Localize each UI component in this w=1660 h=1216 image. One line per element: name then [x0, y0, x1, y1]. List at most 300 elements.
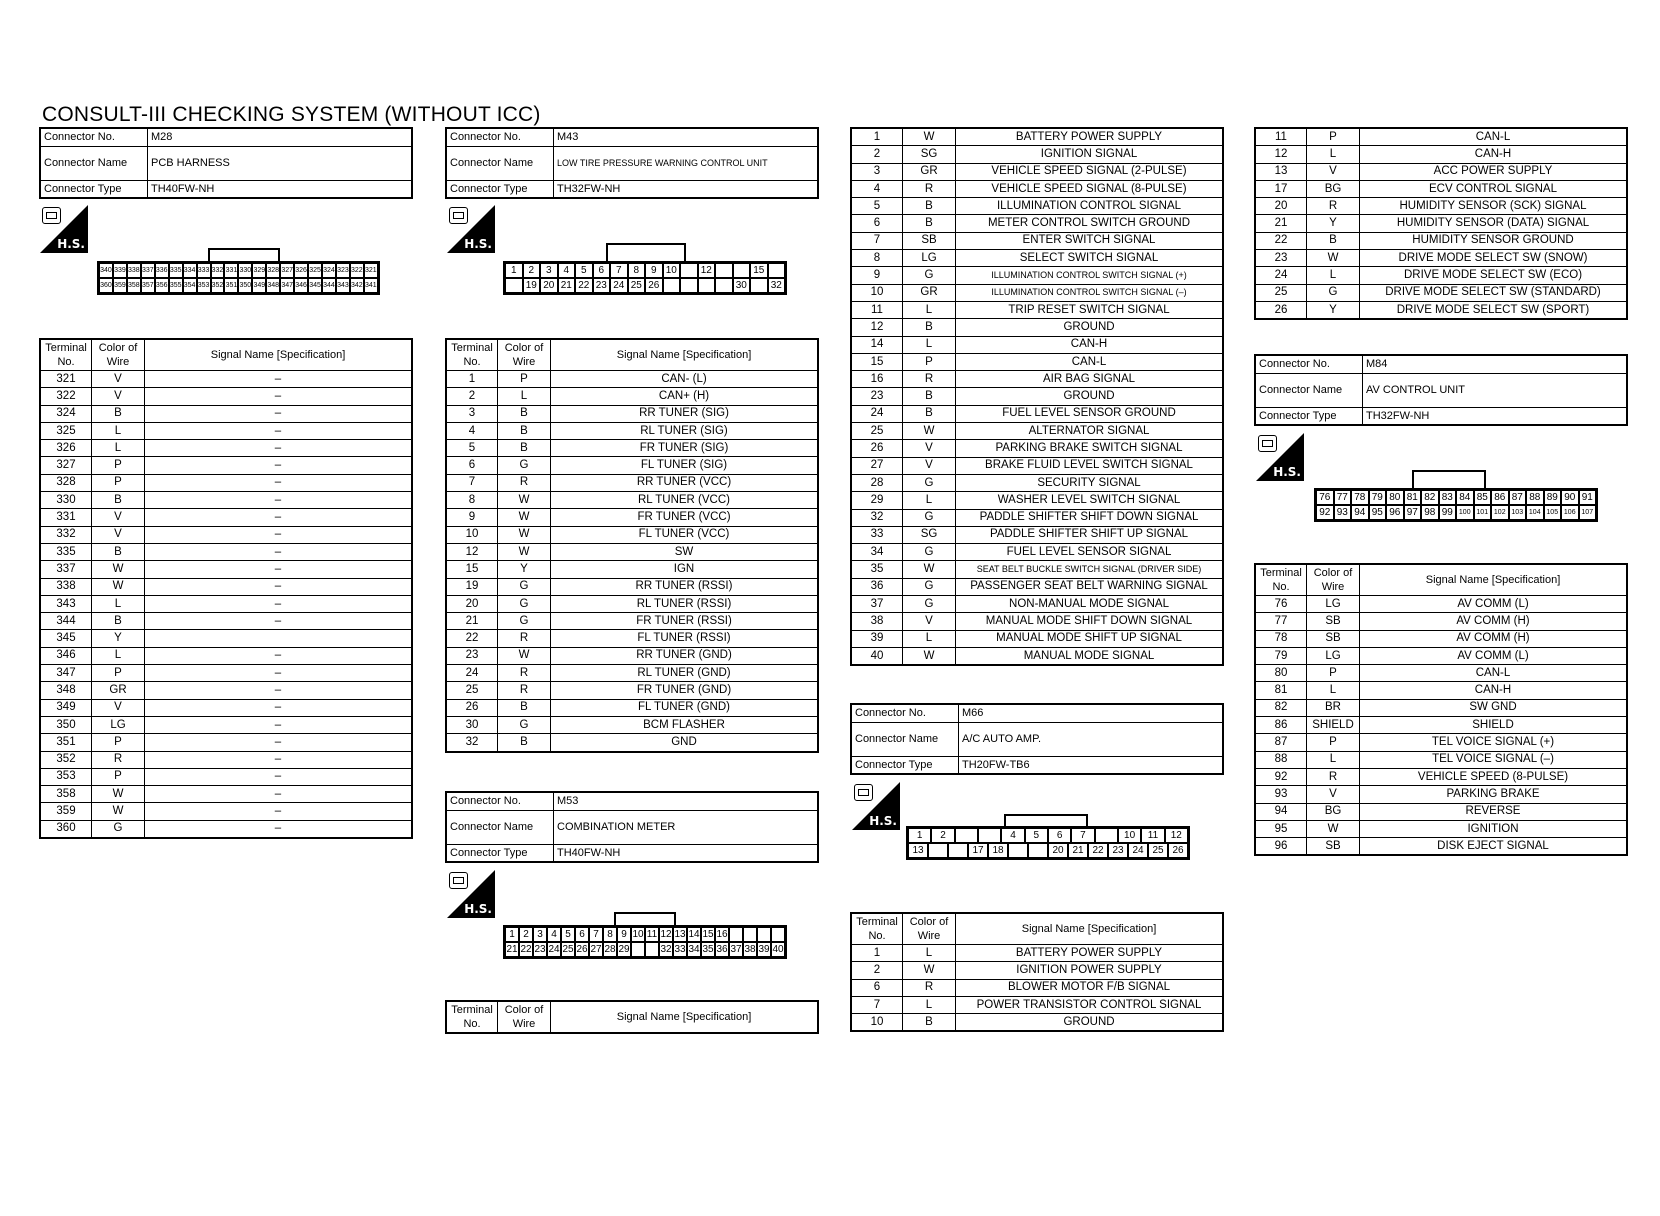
terminal-no: 32: [446, 734, 498, 752]
wire-color: R: [498, 665, 551, 682]
terminal-no: 11: [851, 301, 903, 318]
connector-pin: 331: [224, 263, 238, 278]
wire-color: L: [903, 945, 956, 962]
pin-row: [851, 232, 1223, 249]
signal-name: –: [145, 665, 413, 682]
connector-no-value: M66: [959, 704, 1224, 722]
connector-pin: 38: [744, 944, 756, 955]
connector-pin: 341: [364, 278, 378, 293]
pin-row: [40, 561, 412, 578]
harness-side-icon: H.S.: [852, 782, 900, 830]
connector-pin: 93: [1334, 505, 1352, 520]
terminal-no: 3: [851, 163, 903, 180]
connector-name-value: COMBINATION METER: [554, 810, 819, 844]
signal-name-header: Signal Name [Specification]: [551, 339, 819, 371]
connector-pin: 15: [702, 929, 714, 940]
wire-color: G: [903, 474, 956, 491]
signal-name: CAN-L: [1360, 128, 1628, 146]
m53-info: [445, 791, 819, 863]
connector-pin: 92: [1316, 505, 1334, 520]
terminal-no: 344: [40, 613, 92, 630]
signal-name: DRIVE MODE SELECT SW (SNOW): [1360, 250, 1628, 267]
connector-pin: [978, 828, 1001, 843]
harness-side-icon: H.S.: [447, 205, 495, 253]
wire-color: LG: [903, 250, 956, 267]
pin-row: [446, 371, 818, 388]
connector-pin: [505, 278, 523, 293]
connector-pin: 5: [1025, 828, 1048, 843]
signal-name: –: [145, 422, 413, 439]
connector-pin: 84: [1456, 490, 1474, 505]
connector-name-label: Connector Name: [446, 146, 554, 180]
harness-side-icon: H.S.: [1256, 433, 1304, 481]
terminal-no: 36: [851, 578, 903, 595]
pin-row: [851, 962, 1223, 979]
signal-name: FL TUNER (GND): [551, 699, 819, 716]
terminal-no: 77: [1255, 613, 1307, 630]
signal-name: SELECT SWITCH SIGNAL: [956, 250, 1224, 267]
signal-name: RL TUNER (GND): [551, 665, 819, 682]
pin-row: [446, 543, 818, 560]
connector-no-label: Connector No.: [40, 128, 148, 146]
signal-name: –: [145, 561, 413, 578]
wire-color: W: [498, 492, 551, 509]
terminal-no: 324: [40, 405, 92, 422]
m53-pin-table-header: [445, 1000, 819, 1034]
terminal-no: 2: [851, 962, 903, 979]
terminal-no: 15: [851, 353, 903, 370]
wire-color: P: [92, 768, 145, 785]
connector-pin: 23: [534, 944, 546, 955]
connector-pin: 91: [1579, 490, 1597, 505]
connector-pin: [1095, 828, 1118, 843]
wire-color: G: [498, 613, 551, 630]
terminal-no: 335: [40, 543, 92, 560]
pin-row: [446, 457, 818, 474]
pin-row: [40, 595, 412, 612]
pin-row: [446, 405, 818, 422]
connector-pin: 100: [1456, 505, 1474, 520]
signal-name: BRAKE FLUID LEVEL SWITCH SIGNAL: [956, 457, 1224, 474]
connector-type-label: Connector Type: [1255, 407, 1363, 425]
pin-row: [851, 630, 1223, 647]
pin-row: [40, 474, 412, 491]
pin-row: [40, 405, 412, 422]
connector-pin: 6: [1048, 828, 1071, 843]
terminal-no: 325: [40, 422, 92, 439]
wire-color: G: [903, 578, 956, 595]
pin-row: [40, 682, 412, 699]
connector-pin: 10: [632, 929, 644, 940]
signal-name: NON-MANUAL MODE SIGNAL: [956, 596, 1224, 613]
connector-pin: 16: [716, 929, 728, 940]
connector-pin: 39: [758, 944, 770, 955]
connector-pin: 326: [294, 263, 308, 278]
connector-pin: 340: [99, 263, 113, 278]
signal-name: HUMIDITY SENSOR GROUND: [1360, 232, 1628, 249]
signal-name: TRIP RESET SWITCH SIGNAL: [956, 301, 1224, 318]
connector-no-label: Connector No.: [446, 792, 554, 810]
signal-name: AIR BAG SIGNAL: [956, 371, 1224, 388]
signal-name: CAN+ (H): [551, 388, 819, 405]
terminal-no: 94: [1255, 803, 1307, 820]
connector-pin: 344: [322, 278, 336, 293]
connector-pin: 15: [750, 263, 768, 278]
wire-color: L: [903, 630, 956, 647]
wire-color: B: [903, 198, 956, 215]
wire-color: W: [498, 543, 551, 560]
m28-connector-face: [97, 261, 380, 295]
connector-pin: 3: [533, 927, 547, 942]
connector-pin: 28: [604, 944, 616, 955]
wire-color: SB: [1307, 630, 1360, 647]
signal-name: DRIVE MODE SELECT SW (SPORT): [1360, 301, 1628, 319]
signal-name: FR TUNER (RSSI): [551, 613, 819, 630]
terminal-no: 359: [40, 803, 92, 820]
connector-latch: [606, 243, 686, 263]
connector-pin: 105: [1544, 505, 1562, 520]
terminal-no: 1: [446, 371, 498, 388]
pin-row: [851, 423, 1223, 440]
terminal-no: 37: [851, 596, 903, 613]
wire-color: LG: [1307, 596, 1360, 613]
connector-no-label: Connector No.: [1255, 355, 1363, 373]
pin-row: [851, 561, 1223, 578]
connector-pin: 37: [730, 944, 742, 955]
signal-name: IGN: [551, 561, 819, 578]
connector-pin: [715, 278, 733, 293]
terminal-no: 346: [40, 647, 92, 664]
wire-color: GR: [903, 284, 956, 301]
connector-pin: 22: [520, 944, 532, 955]
connector-pin: 339: [113, 263, 127, 278]
pin-row: [1255, 786, 1627, 803]
pin-row: [1255, 232, 1627, 249]
connector-pin: 23: [1108, 843, 1128, 858]
terminal-no: 93: [1255, 786, 1307, 803]
pin-row: [446, 699, 818, 716]
signal-name: ENTER SWITCH SIGNAL: [956, 232, 1224, 249]
pin-row: [40, 526, 412, 543]
signal-name: VEHICLE SPEED SIGNAL (8-PULSE): [956, 180, 1224, 197]
signal-name: BCM FLASHER: [551, 716, 819, 733]
pin-row: [40, 492, 412, 509]
pin-row: [40, 371, 412, 388]
color-of-wire-header: Color of Wire: [903, 913, 956, 945]
terminal-no: 351: [40, 734, 92, 751]
terminal-no: 347: [40, 665, 92, 682]
wire-color: L: [92, 440, 145, 457]
terminal-no: 5: [851, 198, 903, 215]
pin-row: [1255, 128, 1627, 146]
signal-name: SW: [551, 543, 819, 560]
connector-pin: 343: [336, 278, 350, 293]
terminal-no: 80: [1255, 665, 1307, 682]
signal-name: –: [145, 474, 413, 491]
connector-pin: 40: [772, 944, 784, 955]
wire-color: P: [498, 371, 551, 388]
signal-name: PADDLE SHIFTER SHIFT UP SIGNAL: [956, 526, 1224, 543]
terminal-no: 26: [1255, 301, 1307, 319]
terminal-no: 15: [446, 561, 498, 578]
connector-name-value: LOW TIRE PRESSURE WARNING CONTROL UNIT: [554, 146, 819, 180]
connector-pin: 353: [197, 278, 211, 293]
wire-color: P: [92, 457, 145, 474]
terminal-no: 82: [1255, 699, 1307, 716]
connector-type-label: Connector Type: [40, 180, 148, 198]
pin-row: [446, 630, 818, 647]
pin-row: [40, 734, 412, 751]
connector-name-value: PCB HARNESS: [148, 146, 413, 180]
signal-name: GROUND: [956, 388, 1224, 405]
wire-color: L: [903, 492, 956, 509]
connector-type-value: TH32FW-NH: [1363, 407, 1628, 425]
connector-pin: [948, 843, 968, 858]
pin-row: [851, 405, 1223, 422]
connector-pin: 7: [610, 263, 628, 278]
terminal-no-header: Terminal No.: [446, 339, 498, 371]
connector-name-label: Connector Name: [851, 722, 959, 756]
connector-pin: 355: [169, 278, 183, 293]
wire-color: W: [903, 423, 956, 440]
pin-row: [851, 301, 1223, 318]
terminal-no: 21: [446, 613, 498, 630]
connector-pin: [680, 263, 698, 278]
connector-pin: 359: [113, 278, 127, 293]
connector-pin: 26: [576, 944, 588, 955]
signal-name: –: [145, 595, 413, 612]
connector-pin: 346: [294, 278, 308, 293]
pin-row: [446, 526, 818, 543]
wire-color: B: [903, 1014, 956, 1032]
pin-row: [1255, 630, 1627, 647]
connector-pin: 22: [1088, 843, 1108, 858]
connector-pin: 29: [618, 944, 630, 955]
connector-pin: 30: [733, 278, 751, 293]
pin-row: [851, 596, 1223, 613]
pin-row: [40, 768, 412, 785]
wire-color: L: [1307, 682, 1360, 699]
connector-pin: 358: [127, 278, 141, 293]
pin-row: [1255, 250, 1627, 267]
terminal-no: 23: [446, 647, 498, 664]
connector-no-value: M53: [554, 792, 819, 810]
pin-row: [40, 578, 412, 595]
wire-color: G: [498, 716, 551, 733]
signal-name: ILLUMINATION CONTROL SWITCH SIGNAL (+): [956, 267, 1224, 284]
pin-row: [446, 595, 818, 612]
pin-row: [851, 440, 1223, 457]
terminal-no: 19: [446, 578, 498, 595]
m84-connector-face: [1314, 488, 1598, 522]
wire-color: R: [498, 682, 551, 699]
connector-pin: 8: [603, 927, 617, 942]
pin-row: [446, 509, 818, 526]
signal-name: SEAT BELT BUCKLE SWITCH SIGNAL (DRIVER SIDE): [956, 561, 1224, 578]
connector-pin: [743, 927, 757, 942]
connector-pin: 12: [660, 929, 672, 940]
pin-row: [851, 388, 1223, 405]
signal-name: –: [145, 543, 413, 560]
wire-color: R: [903, 979, 956, 996]
terminal-no: 352: [40, 751, 92, 768]
connector-no-label: Connector No.: [446, 128, 554, 146]
signal-name: –: [145, 526, 413, 543]
signal-name: RR TUNER (VCC): [551, 474, 819, 491]
pin-row: [40, 457, 412, 474]
signal-name: VEHICLE SPEED (8-PULSE): [1360, 768, 1628, 785]
connector-pin: 12: [1165, 828, 1188, 843]
wire-color: V: [92, 509, 145, 526]
connector-pin: 97: [1404, 505, 1422, 520]
terminal-no: 322: [40, 388, 92, 405]
connector-pin: 11: [646, 929, 658, 940]
signal-name: SHIELD: [1360, 717, 1628, 734]
wire-color: GR: [92, 682, 145, 699]
terminal-no: 12: [851, 319, 903, 336]
pin-row: [1255, 820, 1627, 837]
wire-color: SG: [903, 146, 956, 163]
terminal-no: 328: [40, 474, 92, 491]
connector-pin: 24: [610, 278, 628, 293]
wire-color: B: [498, 405, 551, 422]
pin-row: [1255, 751, 1627, 768]
wire-color: B: [498, 422, 551, 439]
connector-pin: 79: [1369, 490, 1387, 505]
wire-color: P: [92, 665, 145, 682]
connector-type-value: TH40FW-NH: [554, 844, 819, 862]
connector-pin: 329: [252, 263, 266, 278]
pin-row: [40, 699, 412, 716]
connector-type-label: Connector Type: [446, 180, 554, 198]
connector-type-label: Connector Type: [446, 844, 554, 862]
pin-row: [851, 128, 1223, 146]
pin-row: [851, 353, 1223, 370]
connector-pin: 334: [183, 263, 197, 278]
terminal-no: 79: [1255, 647, 1307, 664]
pin-row: [851, 996, 1223, 1013]
wire-color: SG: [903, 526, 956, 543]
pin-row: [446, 561, 818, 578]
signal-name: –: [145, 751, 413, 768]
signal-name: FR TUNER (VCC): [551, 509, 819, 526]
pin-row: [1255, 803, 1627, 820]
wire-color: BR: [1307, 699, 1360, 716]
wire-color: R: [1307, 198, 1360, 215]
connector-pin: 322: [350, 263, 364, 278]
connector-pin: 330: [238, 263, 252, 278]
terminal-no: 17: [1255, 180, 1307, 197]
pin-row: [851, 945, 1223, 962]
wire-color: V: [1307, 786, 1360, 803]
connector-pin: [771, 927, 785, 942]
wire-color: GR: [903, 163, 956, 180]
connector-pin: 332: [211, 263, 225, 278]
connector-pin: 10: [1118, 828, 1141, 843]
connector-pin: 99: [1439, 505, 1457, 520]
pin-row: [40, 751, 412, 768]
signal-name: IGNITION SIGNAL: [956, 146, 1224, 163]
terminal-no: 40: [851, 647, 903, 665]
connector-name-value: AV CONTROL UNIT: [1363, 373, 1628, 407]
connector-pin: 27: [590, 944, 602, 955]
signal-name: TEL VOICE SIGNAL (+): [1360, 734, 1628, 751]
wire-color: W: [903, 962, 956, 979]
color-of-wire-header: Color of Wire: [1307, 564, 1360, 596]
terminal-no: 343: [40, 595, 92, 612]
terminal-no: 2: [851, 146, 903, 163]
connector-pin: 90: [1561, 490, 1579, 505]
connector-pin: 336: [155, 263, 169, 278]
terminal-no: 10: [851, 1014, 903, 1032]
wire-color: L: [1307, 267, 1360, 284]
signal-name: FUEL LEVEL SENSOR GROUND: [956, 405, 1224, 422]
connector-pin: 357: [141, 278, 155, 293]
signal-name: POWER TRANSISTOR CONTROL SIGNAL: [956, 996, 1224, 1013]
connector-pin: 360: [99, 278, 113, 293]
terminal-no: 330: [40, 492, 92, 509]
wire-color: V: [1307, 163, 1360, 180]
connector-pin: [698, 278, 716, 293]
connector-pin: 80: [1386, 490, 1404, 505]
terminal-no: 24: [851, 405, 903, 422]
wire-color: W: [903, 647, 956, 665]
connector-pin: 96: [1386, 505, 1404, 520]
terminal-no: 358: [40, 786, 92, 803]
terminal-no: 81: [1255, 682, 1307, 699]
connector-pin: 7: [589, 927, 603, 942]
connector-pin: 328: [266, 263, 280, 278]
connector-pin: 98: [1421, 505, 1439, 520]
connector-pin: [928, 843, 948, 858]
terminal-no: 7: [446, 474, 498, 491]
connector-pin: [631, 942, 645, 957]
connector-pin: 6: [575, 927, 589, 942]
connector-pin: 83: [1439, 490, 1457, 505]
pin-row: [446, 492, 818, 509]
pin-row: [1255, 699, 1627, 716]
signal-name: –: [145, 699, 413, 716]
signal-name: BATTERY POWER SUPPLY: [956, 945, 1224, 962]
connector-pin: 95: [1369, 505, 1387, 520]
connector-pin: [663, 278, 681, 293]
signal-name: DRIVE MODE SELECT SW (ECO): [1360, 267, 1628, 284]
wire-color: B: [1307, 232, 1360, 249]
signal-name: –: [145, 682, 413, 699]
pin-row: [40, 820, 412, 838]
pin-row: [1255, 682, 1627, 699]
pin-row: [446, 665, 818, 682]
connector-pin: [645, 942, 659, 957]
connector-pin: 85: [1474, 490, 1492, 505]
signal-name: RL TUNER (VCC): [551, 492, 819, 509]
wire-color: G: [903, 267, 956, 284]
connector-pin: 26: [1168, 843, 1188, 858]
terminal-no: 35: [851, 561, 903, 578]
signal-name: FUEL LEVEL SENSOR SIGNAL: [956, 544, 1224, 561]
terminal-no: 16: [851, 371, 903, 388]
pin-row: [851, 509, 1223, 526]
connector-pin: 23: [593, 278, 611, 293]
connector-pin: 321: [364, 263, 378, 278]
connector-no-value: M28: [148, 128, 413, 146]
terminal-no: 30: [446, 716, 498, 733]
terminal-no: 23: [851, 388, 903, 405]
signal-name: –: [145, 578, 413, 595]
pin-row: [446, 682, 818, 699]
connector-pin: 2: [931, 828, 954, 843]
signal-name: MANUAL MODE SHIFT UP SIGNAL: [956, 630, 1224, 647]
